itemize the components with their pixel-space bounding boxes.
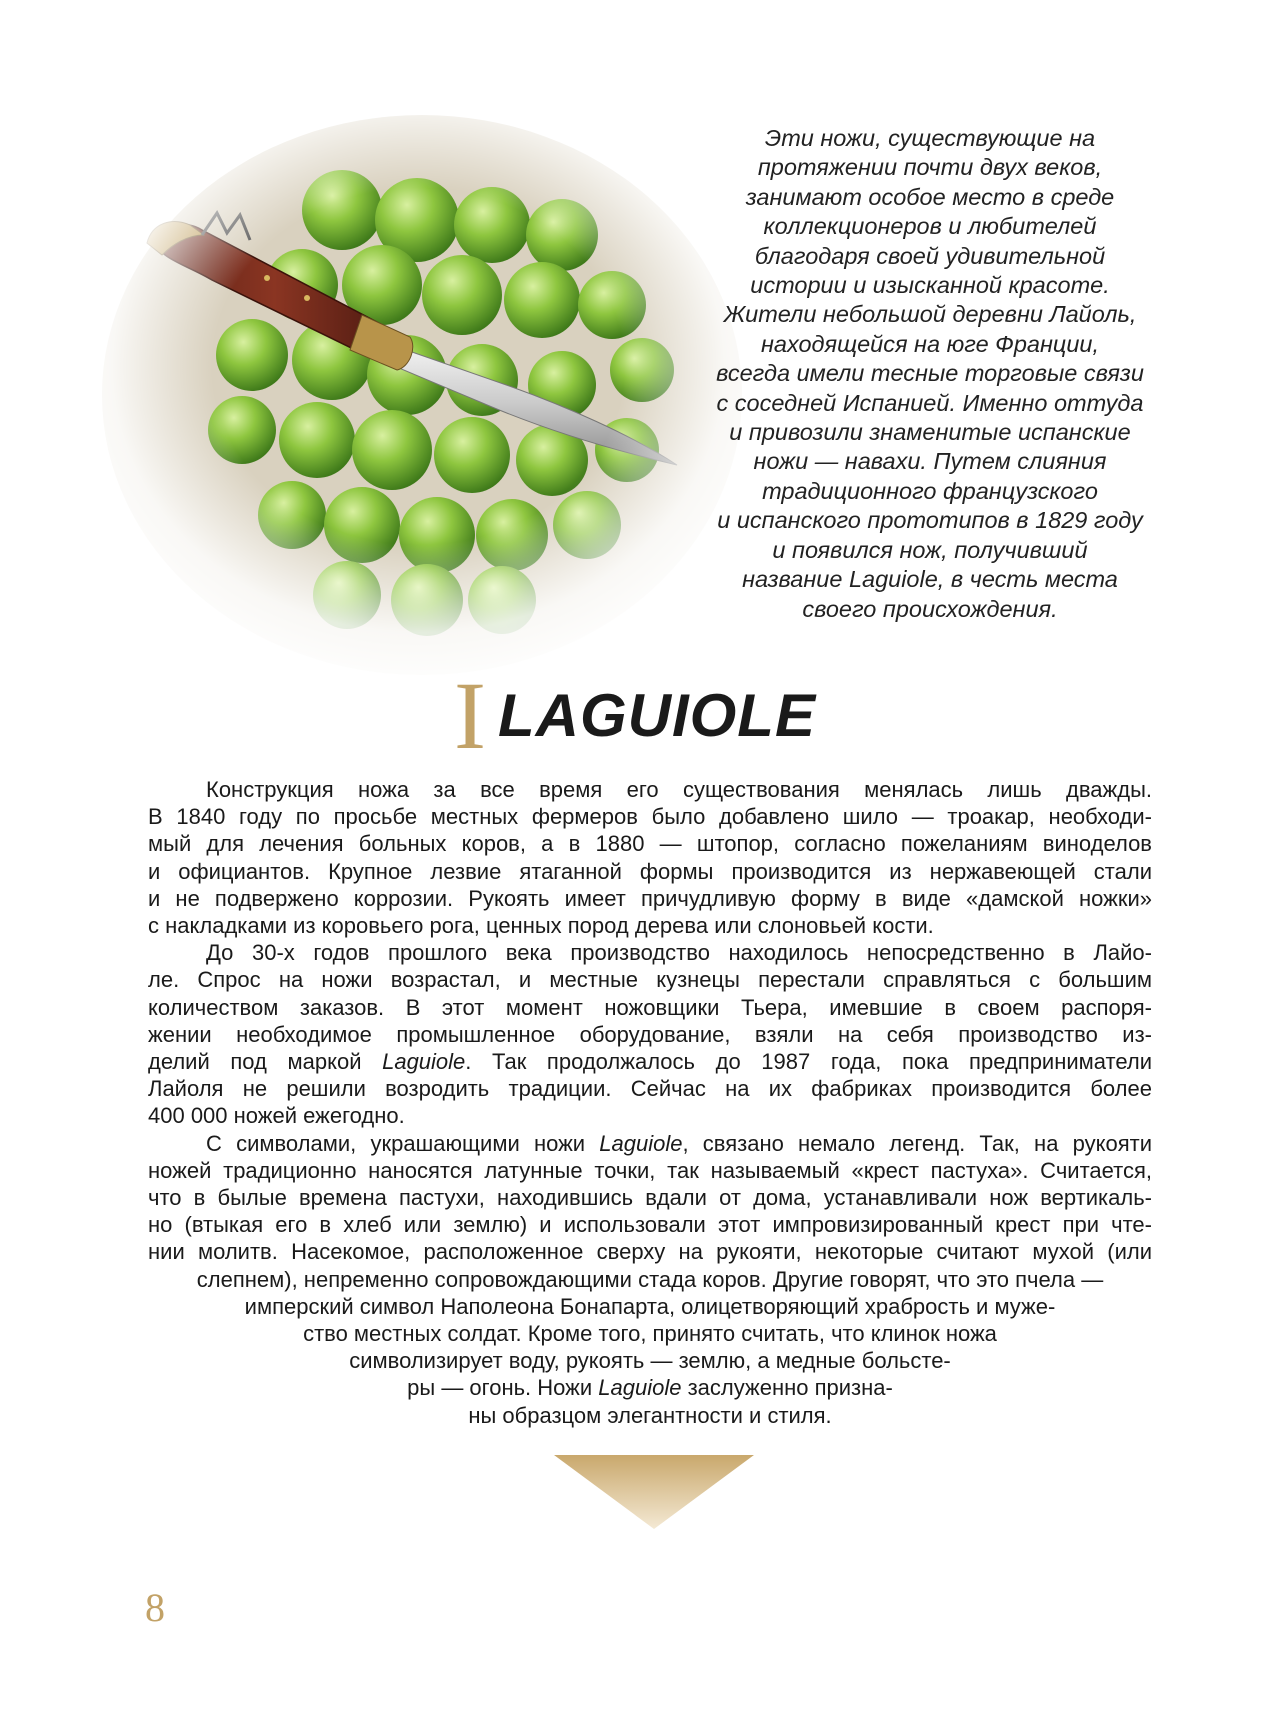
brand-name: Laguiole bbox=[599, 1130, 683, 1156]
intro-text bbox=[690, 124, 1170, 624]
body-line: что в былые времена пастухи, находившись вдали от дома, устанавливали нож вертикаль- bbox=[148, 1185, 1152, 1211]
body-line: ножей традиционно наносятся латунные точки, так называемый «крест пастуха». Считается, bbox=[148, 1157, 1152, 1183]
body-line: В 1840 году по просьбе местных фермеров было добавлено шило — троакар, необходи- bbox=[148, 804, 1152, 830]
intro-line: традиционного французского bbox=[762, 477, 1098, 504]
body-line: и не подвержено коррозии. Рукоять имеет причудливую форму в виде «дамской ножки» bbox=[148, 885, 1152, 911]
text-run: заслуженно призна- bbox=[681, 1375, 893, 1401]
intro-line: с соседней Испанией. Именно оттуда bbox=[716, 389, 1144, 416]
brand-name: Laguiole bbox=[598, 1375, 682, 1401]
body-line: символизирует воду, рукоять — землю, а медные больсте- bbox=[349, 1348, 951, 1374]
body-line: имперский символ Наполеона Бонапарта, олицетворяющий храбрость и муже- bbox=[244, 1293, 1056, 1319]
intro-line: истории и изысканной красоте. bbox=[750, 272, 1110, 299]
decorative-triangle bbox=[554, 1455, 754, 1529]
body-line: ство местных солдат. Кроме того, принято считать, что клинок ножа bbox=[303, 1321, 997, 1347]
intro-line: протяжении почти двух веков, bbox=[757, 154, 1103, 181]
body-line: и официантов. Крупное лезвие ятаганной формы производится из нержавеющей стали bbox=[148, 858, 1152, 884]
brand-name: Laguiole bbox=[382, 1049, 466, 1075]
body-line: нии молитв. Насекомое, расположенное сверху на рукояти, некоторые считают мухой (или bbox=[148, 1239, 1152, 1265]
body-line: ны образцом элегантности и стиля. bbox=[468, 1402, 832, 1428]
intro-line: благодаря своей удивительной bbox=[754, 242, 1106, 269]
text-run: С символами, украшающими ножи bbox=[206, 1130, 600, 1156]
intro-line: находящейся на юге Франции, bbox=[760, 330, 1100, 357]
text-run: ры — огонь. Ножи bbox=[407, 1375, 599, 1401]
intro-line: и испанского прототипов в 1829 году bbox=[717, 507, 1143, 534]
intro-line: название Laguiole, в честь места bbox=[742, 566, 1118, 593]
intro-line: всегда имели тесные торговые связи bbox=[716, 360, 1144, 387]
chapter-title: LAGUIOLE bbox=[497, 682, 816, 749]
body-text bbox=[148, 776, 1152, 1429]
intro-line: Эти ножи, существующие на bbox=[764, 125, 1096, 151]
intro-line: занимают особое место в среде bbox=[745, 183, 1115, 210]
body-line: слепнем), непременно сопровождающими стада коров. Другие говорят, что это пчела — bbox=[196, 1266, 1104, 1292]
text-run: , связано немало легенд. Так, на рукояти bbox=[682, 1130, 1152, 1156]
body-line: мый для лечения больных коров, а в 1880 — штопор, согласно пожеланиям виноделов bbox=[148, 831, 1152, 857]
body-line bbox=[148, 1048, 1152, 1075]
intro-line: коллекционеров и любителей bbox=[763, 213, 1097, 240]
body-line: с накладками из коровьего рога, ценных пород дерева или слоновьей кости. bbox=[148, 913, 934, 939]
body-line: До 30-х годов прошлого века производство находилось непосредственно в Лайо- bbox=[206, 940, 1152, 966]
body-line: Конструкция ножа за все время его существования менялась лишь дважды. bbox=[206, 777, 1152, 802]
intro-line: и появился нож, получивший bbox=[772, 536, 1088, 563]
intro-line: Жители небольшой деревни Лайоль, bbox=[723, 301, 1137, 328]
body-line: жении необходимое промышленное оборудование, взяли на себя производство из- bbox=[148, 1021, 1152, 1047]
body-line: ле. Спрос на ножи возрастал, и местные кузнецы перестали справляться с большим bbox=[148, 967, 1152, 993]
body-line bbox=[148, 1374, 1152, 1401]
intro-line: своего происхождения. bbox=[802, 595, 1058, 622]
body-line: но (втыкая его в хлеб или землю) и использовали этот импровизированный крест при чте- bbox=[148, 1212, 1152, 1238]
grapes-knife-photo bbox=[92, 95, 772, 685]
intro-line: и привозили знаменитые испанские bbox=[729, 419, 1131, 446]
page-number: 8 bbox=[145, 1585, 165, 1630]
text-run: . Так продолжалось до 1987 года, пока предприниматели bbox=[465, 1049, 1152, 1075]
body-line bbox=[148, 1130, 1152, 1157]
intro-line: ножи — навахи. Путем слияния bbox=[753, 448, 1107, 475]
body-line: количеством заказов. В этот момент ножовщики Тьера, имевшие в своем распоря- bbox=[148, 994, 1152, 1020]
chapter-numeral: I bbox=[454, 662, 486, 769]
text-run: делий под маркой bbox=[148, 1049, 383, 1075]
body-line: 400 000 ножей ежегодно. bbox=[148, 1103, 405, 1129]
body-line: Лайоля не решили возродить традиции. Сейчас на их фабриках производится более bbox=[148, 1076, 1152, 1102]
chapter-heading bbox=[0, 660, 1270, 771]
